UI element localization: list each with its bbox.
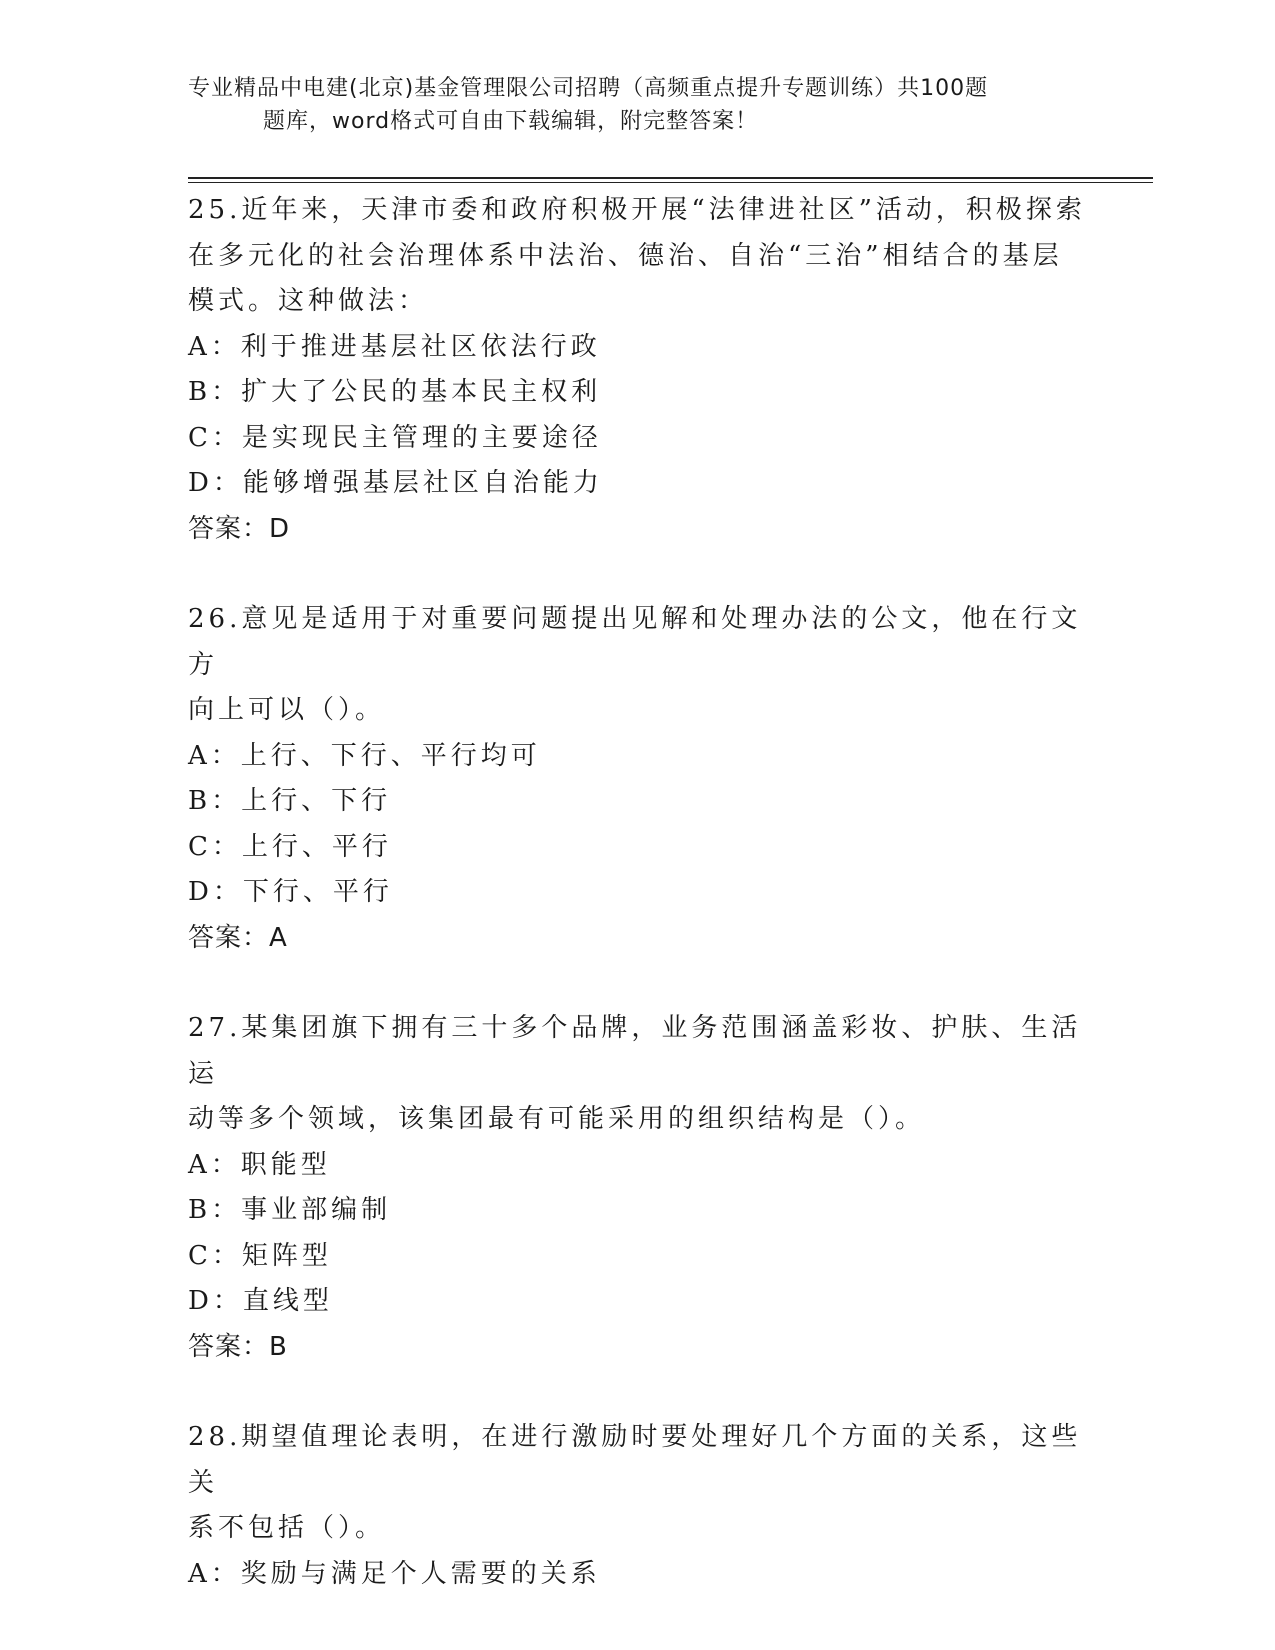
header-title-line1: 专业精品中电建(北京)基金管理限公司招聘（高频重点提升专题训练）共100题 bbox=[188, 76, 989, 101]
header-title-line2: 题库，word格式可自由下载编辑，附完整答案！ bbox=[263, 109, 759, 134]
question-stem-line: 模式。这种做法： bbox=[188, 286, 429, 316]
question-stem-line: 27.某集团旗下拥有三十多个品牌，业务范围涵盖彩妆、护肤、生活运 bbox=[188, 1013, 1082, 1089]
option-a: A：利于推进基层社区依法行政 bbox=[188, 331, 601, 362]
option-c: C：是实现民主管理的主要途径 bbox=[188, 422, 602, 453]
question-stem-line: 动等多个领域，该集团最有可能采用的组织结构是（）。 bbox=[188, 1104, 926, 1134]
question-stem-line: 系不包括（）。 bbox=[188, 1513, 386, 1543]
answer-line: 答案：B bbox=[188, 1331, 288, 1362]
header-divider-thick bbox=[188, 177, 1153, 179]
question-25 bbox=[188, 188, 1088, 552]
question-stem-line: 在多元化的社会治理体系中法治、德治、自治“三治”相结合的基层 bbox=[188, 240, 1063, 271]
document-header bbox=[188, 72, 1068, 138]
header-divider-thin bbox=[188, 182, 1153, 183]
answer-line: 答案：A bbox=[188, 922, 288, 953]
option-b: B：扩大了公民的基本民主权利 bbox=[188, 377, 602, 407]
option-b: B：事业部编制 bbox=[188, 1195, 392, 1225]
option-d: D：下行、平行 bbox=[188, 877, 393, 907]
option-a: A：奖励与满足个人需要的关系 bbox=[188, 1558, 601, 1589]
option-a: A：上行、下行、平行均可 bbox=[188, 740, 541, 771]
option-a: A：职能型 bbox=[188, 1149, 331, 1180]
option-c: C：矩阵型 bbox=[188, 1240, 332, 1271]
question-stem-line: 25.近年来，天津市委和政府积极开展“法律进社区”活动，积极探索 bbox=[188, 195, 1086, 225]
answer-line: 答案：D bbox=[188, 513, 291, 544]
question-28 bbox=[188, 1415, 1088, 1597]
question-list bbox=[188, 188, 1088, 1642]
option-d: D：能够增强基层社区自治能力 bbox=[188, 468, 603, 498]
question-stem-line: 26.意见是适用于对重要问题提出见解和处理办法的公文，他在行文方 bbox=[188, 604, 1082, 680]
option-d: D：直线型 bbox=[188, 1286, 333, 1316]
question-stem-line: 向上可以（）。 bbox=[188, 695, 386, 725]
option-c: C：上行、平行 bbox=[188, 831, 392, 862]
question-27 bbox=[188, 1006, 1088, 1370]
question-stem-line: 28.期望值理论表明，在进行激励时要处理好几个方面的关系，这些关 bbox=[188, 1422, 1082, 1498]
question-26 bbox=[188, 597, 1088, 961]
option-b: B：上行、下行 bbox=[188, 786, 392, 816]
